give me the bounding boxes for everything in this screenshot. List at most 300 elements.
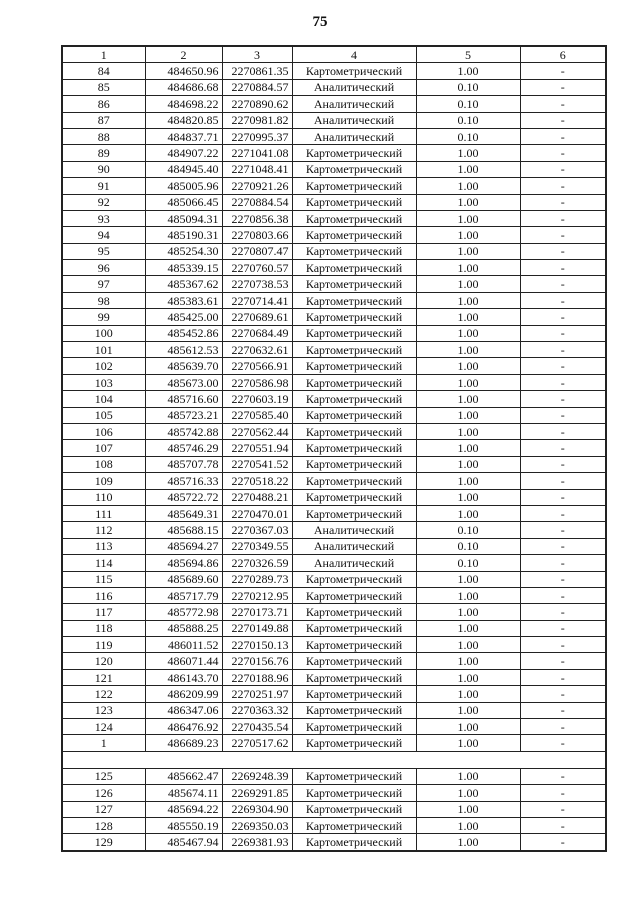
table-cell: - bbox=[520, 456, 606, 472]
table-cell: - bbox=[520, 653, 606, 669]
table-cell: 486347.06 bbox=[145, 702, 222, 718]
table-cell: 115 bbox=[62, 571, 145, 587]
table-row bbox=[62, 637, 606, 653]
table-cell: 1.00 bbox=[416, 325, 520, 341]
table-row bbox=[62, 801, 606, 817]
table-cell: 2270856.38 bbox=[222, 210, 292, 226]
table-row bbox=[62, 456, 606, 472]
table-cell: 485674.11 bbox=[145, 785, 222, 801]
table-cell: 1.00 bbox=[416, 358, 520, 374]
table-cell: 485888.25 bbox=[145, 620, 222, 636]
table-cell: 2269381.93 bbox=[222, 834, 292, 851]
table-cell: 94 bbox=[62, 227, 145, 243]
table-cell: 2269304.90 bbox=[222, 801, 292, 817]
table-cell: 120 bbox=[62, 653, 145, 669]
table-cell: 2270518.22 bbox=[222, 473, 292, 489]
table-cell: 1.00 bbox=[416, 505, 520, 521]
column-header: 3 bbox=[222, 46, 292, 63]
table-cell: Картометрический bbox=[292, 292, 416, 308]
table-cell: - bbox=[520, 571, 606, 587]
table-cell: 1.00 bbox=[416, 423, 520, 439]
table-cell: 100 bbox=[62, 325, 145, 341]
table-cell: 2269350.03 bbox=[222, 817, 292, 833]
table-cell: Картометрический bbox=[292, 801, 416, 817]
table-cell: 2270470.01 bbox=[222, 505, 292, 521]
table-cell: 1.00 bbox=[416, 161, 520, 177]
table-cell: 486476.92 bbox=[145, 719, 222, 735]
table-cell: 2270435.54 bbox=[222, 719, 292, 735]
table-cell: 84 bbox=[62, 63, 145, 79]
table-cell: 2270212.95 bbox=[222, 587, 292, 603]
table-cell: - bbox=[520, 358, 606, 374]
table-row bbox=[62, 423, 606, 439]
table-cell: - bbox=[520, 440, 606, 456]
table-cell: Картометрический bbox=[292, 276, 416, 292]
table-row bbox=[62, 112, 606, 128]
coordinates-table bbox=[61, 45, 607, 852]
table-cell: 124 bbox=[62, 719, 145, 735]
table-body-secondary bbox=[62, 768, 606, 850]
table-cell: Аналитический bbox=[292, 112, 416, 128]
table-cell: 486689.23 bbox=[145, 735, 222, 751]
table-cell: - bbox=[520, 702, 606, 718]
table-cell: 485673.00 bbox=[145, 374, 222, 390]
table-cell: 2270760.57 bbox=[222, 260, 292, 276]
table-cell: 113 bbox=[62, 538, 145, 554]
table-cell: - bbox=[520, 112, 606, 128]
table-row bbox=[62, 260, 606, 276]
table-cell: Картометрический bbox=[292, 358, 416, 374]
table-cell: 111 bbox=[62, 505, 145, 521]
table-cell: - bbox=[520, 391, 606, 407]
table-cell: 2270173.71 bbox=[222, 604, 292, 620]
table-cell: 485717.79 bbox=[145, 587, 222, 603]
table-cell: 1.00 bbox=[416, 801, 520, 817]
table-cell: 2270632.61 bbox=[222, 342, 292, 358]
table-row bbox=[62, 96, 606, 112]
table-row bbox=[62, 194, 606, 210]
table-cell: - bbox=[520, 96, 606, 112]
table-cell: 485367.62 bbox=[145, 276, 222, 292]
table-cell: 2270995.37 bbox=[222, 128, 292, 144]
table-cell: Картометрический bbox=[292, 473, 416, 489]
table-row bbox=[62, 620, 606, 636]
table-cell: Картометрический bbox=[292, 145, 416, 161]
table-cell: 1.00 bbox=[416, 243, 520, 259]
table-cell: 104 bbox=[62, 391, 145, 407]
table-cell: 484907.22 bbox=[145, 145, 222, 161]
table-cell: 117 bbox=[62, 604, 145, 620]
table-cell: - bbox=[520, 620, 606, 636]
table-cell: 485746.29 bbox=[145, 440, 222, 456]
table-cell: 484945.40 bbox=[145, 161, 222, 177]
table-cell: 0.10 bbox=[416, 128, 520, 144]
table-cell: - bbox=[520, 260, 606, 276]
table-cell: Картометрический bbox=[292, 686, 416, 702]
table-cell: 485722.72 bbox=[145, 489, 222, 505]
table-cell: 486071.44 bbox=[145, 653, 222, 669]
table-cell: 106 bbox=[62, 423, 145, 439]
table-cell: 2270367.03 bbox=[222, 522, 292, 538]
table-cell: 485707.78 bbox=[145, 456, 222, 472]
table-cell: 486143.70 bbox=[145, 669, 222, 685]
table-row bbox=[62, 587, 606, 603]
table-cell: 2270551.94 bbox=[222, 440, 292, 456]
table-cell: 102 bbox=[62, 358, 145, 374]
table-cell: - bbox=[520, 210, 606, 226]
table-cell: 2270326.59 bbox=[222, 555, 292, 571]
table-cell: Картометрический bbox=[292, 834, 416, 851]
table-cell: - bbox=[520, 522, 606, 538]
table-cell: 0.10 bbox=[416, 538, 520, 554]
table-cell: Аналитический bbox=[292, 555, 416, 571]
table-cell: Картометрический bbox=[292, 719, 416, 735]
table-cell: Картометрический bbox=[292, 407, 416, 423]
table-row bbox=[62, 555, 606, 571]
table-cell: 87 bbox=[62, 112, 145, 128]
table-cell: 1.00 bbox=[416, 817, 520, 833]
table-cell: 484686.68 bbox=[145, 79, 222, 95]
table-row bbox=[62, 834, 606, 851]
table-cell: 99 bbox=[62, 309, 145, 325]
table-row bbox=[62, 128, 606, 144]
table-cell: 484820.85 bbox=[145, 112, 222, 128]
table-cell: 90 bbox=[62, 161, 145, 177]
table-row bbox=[62, 79, 606, 95]
table-cell: Картометрический bbox=[292, 260, 416, 276]
table-cell: - bbox=[520, 374, 606, 390]
table-cell: - bbox=[520, 309, 606, 325]
table-cell: 1.00 bbox=[416, 260, 520, 276]
table-cell: 1.00 bbox=[416, 620, 520, 636]
table-cell: 484837.71 bbox=[145, 128, 222, 144]
table-cell: 1.00 bbox=[416, 194, 520, 210]
table-row bbox=[62, 276, 606, 292]
column-header: 6 bbox=[520, 46, 606, 63]
header-row bbox=[62, 46, 606, 63]
table-row bbox=[62, 407, 606, 423]
table-cell: 485694.27 bbox=[145, 538, 222, 554]
table-cell: 2270586.98 bbox=[222, 374, 292, 390]
table-cell: 2270150.13 bbox=[222, 637, 292, 653]
table-cell: 485612.53 bbox=[145, 342, 222, 358]
table-cell: 485742.88 bbox=[145, 423, 222, 439]
table-cell: 0.10 bbox=[416, 112, 520, 128]
table-cell: 485716.60 bbox=[145, 391, 222, 407]
table-cell: 485723.21 bbox=[145, 407, 222, 423]
table-cell: 101 bbox=[62, 342, 145, 358]
table-cell: 2270363.32 bbox=[222, 702, 292, 718]
column-header: 4 bbox=[292, 46, 416, 63]
table-cell: 1.00 bbox=[416, 227, 520, 243]
table-cell: 1.00 bbox=[416, 669, 520, 685]
table-row bbox=[62, 243, 606, 259]
table-cell: Картометрический bbox=[292, 571, 416, 587]
table-cell: 1.00 bbox=[416, 276, 520, 292]
table-cell: 485425.00 bbox=[145, 309, 222, 325]
table-cell: - bbox=[520, 325, 606, 341]
table-cell: - bbox=[520, 686, 606, 702]
table-cell: 2271041.08 bbox=[222, 145, 292, 161]
table-cell: 1.00 bbox=[416, 686, 520, 702]
table-cell: 98 bbox=[62, 292, 145, 308]
table-cell: Картометрический bbox=[292, 423, 416, 439]
spacer-row bbox=[62, 751, 606, 768]
table-cell: 1.00 bbox=[416, 473, 520, 489]
table-cell: Картометрический bbox=[292, 785, 416, 801]
table-cell: 2270188.96 bbox=[222, 669, 292, 685]
table-cell: - bbox=[520, 719, 606, 735]
table-cell: - bbox=[520, 587, 606, 603]
table-cell: Картометрический bbox=[292, 309, 416, 325]
table-cell: - bbox=[520, 538, 606, 554]
table-cell: Картометрический bbox=[292, 669, 416, 685]
table-cell: 2270981.82 bbox=[222, 112, 292, 128]
table-cell: 485005.96 bbox=[145, 178, 222, 194]
table-cell: 2270566.91 bbox=[222, 358, 292, 374]
table-cell: 107 bbox=[62, 440, 145, 456]
table-row bbox=[62, 653, 606, 669]
table-cell: 2270861.35 bbox=[222, 63, 292, 79]
table-cell: - bbox=[520, 669, 606, 685]
table-row bbox=[62, 489, 606, 505]
table-cell: 0.10 bbox=[416, 79, 520, 95]
table-cell: - bbox=[520, 473, 606, 489]
table-cell: 1.00 bbox=[416, 489, 520, 505]
table-row bbox=[62, 768, 606, 784]
table-cell: 2269291.85 bbox=[222, 785, 292, 801]
table-body-primary bbox=[62, 63, 606, 751]
table-cell: Картометрический bbox=[292, 243, 416, 259]
table-cell: 485716.33 bbox=[145, 473, 222, 489]
table-cell: 86 bbox=[62, 96, 145, 112]
table-row bbox=[62, 374, 606, 390]
table-cell: 2270156.76 bbox=[222, 653, 292, 669]
table-cell: 108 bbox=[62, 456, 145, 472]
table-cell: 95 bbox=[62, 243, 145, 259]
table-cell: 1.00 bbox=[416, 834, 520, 851]
table-row bbox=[62, 292, 606, 308]
table-cell: 110 bbox=[62, 489, 145, 505]
column-header: 2 bbox=[145, 46, 222, 63]
table-cell: - bbox=[520, 423, 606, 439]
table-cell: 1.00 bbox=[416, 719, 520, 735]
table-cell: Картометрический bbox=[292, 456, 416, 472]
table-row bbox=[62, 669, 606, 685]
table-cell: 1.00 bbox=[416, 374, 520, 390]
table-row bbox=[62, 178, 606, 194]
table-cell: Картометрический bbox=[292, 620, 416, 636]
table-row bbox=[62, 391, 606, 407]
table-row bbox=[62, 735, 606, 751]
table-cell: 2270807.47 bbox=[222, 243, 292, 259]
table-cell: 1 bbox=[62, 735, 145, 751]
table-cell: Картометрический bbox=[292, 735, 416, 751]
table-cell: - bbox=[520, 178, 606, 194]
page-number: 75 bbox=[312, 14, 328, 30]
table-cell: 1.00 bbox=[416, 407, 520, 423]
table-cell: 1.00 bbox=[416, 63, 520, 79]
table-cell: 2271048.41 bbox=[222, 161, 292, 177]
table-cell: 0.10 bbox=[416, 555, 520, 571]
table-cell: 485689.60 bbox=[145, 571, 222, 587]
table-cell: Картометрический bbox=[292, 342, 416, 358]
table-cell: 485254.30 bbox=[145, 243, 222, 259]
table-cell: 1.00 bbox=[416, 571, 520, 587]
table-cell: 2269248.39 bbox=[222, 768, 292, 784]
table-cell: 1.00 bbox=[416, 292, 520, 308]
table-row bbox=[62, 538, 606, 554]
table-cell: 91 bbox=[62, 178, 145, 194]
table-cell: 118 bbox=[62, 620, 145, 636]
table-cell: 485190.31 bbox=[145, 227, 222, 243]
table-cell: 2270251.97 bbox=[222, 686, 292, 702]
table-cell: 485688.15 bbox=[145, 522, 222, 538]
table-cell: - bbox=[520, 243, 606, 259]
table-cell: - bbox=[520, 227, 606, 243]
table-cell: 1.00 bbox=[416, 604, 520, 620]
table-cell: 485467.94 bbox=[145, 834, 222, 851]
table-cell: Аналитический bbox=[292, 522, 416, 538]
table-cell: Картометрический bbox=[292, 374, 416, 390]
table-cell: Картометрический bbox=[292, 210, 416, 226]
table-cell: 121 bbox=[62, 669, 145, 685]
table-cell: 1.00 bbox=[416, 342, 520, 358]
table-row bbox=[62, 571, 606, 587]
table-cell: 2270689.61 bbox=[222, 309, 292, 325]
table-cell: 2270585.40 bbox=[222, 407, 292, 423]
table-cell: Аналитический bbox=[292, 96, 416, 112]
table-cell: 2270714.41 bbox=[222, 292, 292, 308]
table-cell: Картометрический bbox=[292, 63, 416, 79]
column-header: 5 bbox=[416, 46, 520, 63]
table-row bbox=[62, 145, 606, 161]
table-cell: 96 bbox=[62, 260, 145, 276]
table-row bbox=[62, 785, 606, 801]
table-cell: Картометрический bbox=[292, 391, 416, 407]
table-cell: 0.10 bbox=[416, 522, 520, 538]
table-row bbox=[62, 817, 606, 833]
table-cell: - bbox=[520, 768, 606, 784]
table-row bbox=[62, 440, 606, 456]
table-cell: 1.00 bbox=[416, 178, 520, 194]
table-row bbox=[62, 210, 606, 226]
table-cell: 2270349.55 bbox=[222, 538, 292, 554]
table-cell: Картометрический bbox=[292, 653, 416, 669]
table-cell: 485094.31 bbox=[145, 210, 222, 226]
table-cell: 485662.47 bbox=[145, 768, 222, 784]
table-cell: - bbox=[520, 276, 606, 292]
table-cell: 123 bbox=[62, 702, 145, 718]
table-cell: 2270890.62 bbox=[222, 96, 292, 112]
table-cell: Картометрический bbox=[292, 161, 416, 177]
table-cell: Картометрический bbox=[292, 587, 416, 603]
table-row bbox=[62, 227, 606, 243]
table-cell: 122 bbox=[62, 686, 145, 702]
table-cell: - bbox=[520, 834, 606, 851]
table-cell: - bbox=[520, 128, 606, 144]
table-cell: - bbox=[520, 785, 606, 801]
table-cell: - bbox=[520, 292, 606, 308]
table-row bbox=[62, 686, 606, 702]
table-cell: 105 bbox=[62, 407, 145, 423]
table-cell: 2270541.52 bbox=[222, 456, 292, 472]
table-cell: 486209.99 bbox=[145, 686, 222, 702]
table-cell: - bbox=[520, 735, 606, 751]
table-cell: 485694.22 bbox=[145, 801, 222, 817]
table-cell: 1.00 bbox=[416, 735, 520, 751]
table-row bbox=[62, 604, 606, 620]
table-cell: 1.00 bbox=[416, 587, 520, 603]
table-cell: 1.00 bbox=[416, 440, 520, 456]
table-cell: 2270149.88 bbox=[222, 620, 292, 636]
table-cell: - bbox=[520, 489, 606, 505]
table-cell: 128 bbox=[62, 817, 145, 833]
table-row bbox=[62, 309, 606, 325]
table-cell: Картометрический bbox=[292, 178, 416, 194]
table-row bbox=[62, 702, 606, 718]
table-cell: Картометрический bbox=[292, 194, 416, 210]
table-cell: 88 bbox=[62, 128, 145, 144]
table-cell: 484650.96 bbox=[145, 63, 222, 79]
table-cell: 484698.22 bbox=[145, 96, 222, 112]
column-header: 1 bbox=[62, 46, 145, 63]
table-cell: 125 bbox=[62, 768, 145, 784]
table-cell: 1.00 bbox=[416, 145, 520, 161]
table-cell: Картометрический bbox=[292, 768, 416, 784]
table-cell: 485066.45 bbox=[145, 194, 222, 210]
table-cell: Аналитический bbox=[292, 538, 416, 554]
table-row bbox=[62, 473, 606, 489]
table-cell: 1.00 bbox=[416, 768, 520, 784]
table-cell: Картометрический bbox=[292, 702, 416, 718]
table-cell: - bbox=[520, 79, 606, 95]
table-cell: 92 bbox=[62, 194, 145, 210]
table-row bbox=[62, 719, 606, 735]
table-cell: Картометрический bbox=[292, 227, 416, 243]
table-cell: - bbox=[520, 505, 606, 521]
table-cell: 2270921.26 bbox=[222, 178, 292, 194]
table-cell: 2270488.21 bbox=[222, 489, 292, 505]
table-cell: Картометрический bbox=[292, 604, 416, 620]
table-cell: 485772.98 bbox=[145, 604, 222, 620]
table-cell: 114 bbox=[62, 555, 145, 571]
table-cell: 126 bbox=[62, 785, 145, 801]
table-cell: - bbox=[520, 63, 606, 79]
table-cell: Картометрический bbox=[292, 505, 416, 521]
table-cell: Картометрический bbox=[292, 440, 416, 456]
table-cell: 2270884.54 bbox=[222, 194, 292, 210]
table-row bbox=[62, 358, 606, 374]
table-cell: - bbox=[520, 801, 606, 817]
table-cell: - bbox=[520, 637, 606, 653]
table-cell: 1.00 bbox=[416, 637, 520, 653]
table-cell: 485649.31 bbox=[145, 505, 222, 521]
table-cell: 127 bbox=[62, 801, 145, 817]
table-cell: 1.00 bbox=[416, 210, 520, 226]
table-cell: 93 bbox=[62, 210, 145, 226]
table-row bbox=[62, 63, 606, 79]
table-cell: 485639.70 bbox=[145, 358, 222, 374]
table-cell: 1.00 bbox=[416, 391, 520, 407]
table-cell: 2270738.53 bbox=[222, 276, 292, 292]
table-row bbox=[62, 522, 606, 538]
table-cell: 485383.61 bbox=[145, 292, 222, 308]
table-cell: 2270603.19 bbox=[222, 391, 292, 407]
table-cell: 89 bbox=[62, 145, 145, 161]
table-cell: 119 bbox=[62, 637, 145, 653]
table-cell: 1.00 bbox=[416, 702, 520, 718]
